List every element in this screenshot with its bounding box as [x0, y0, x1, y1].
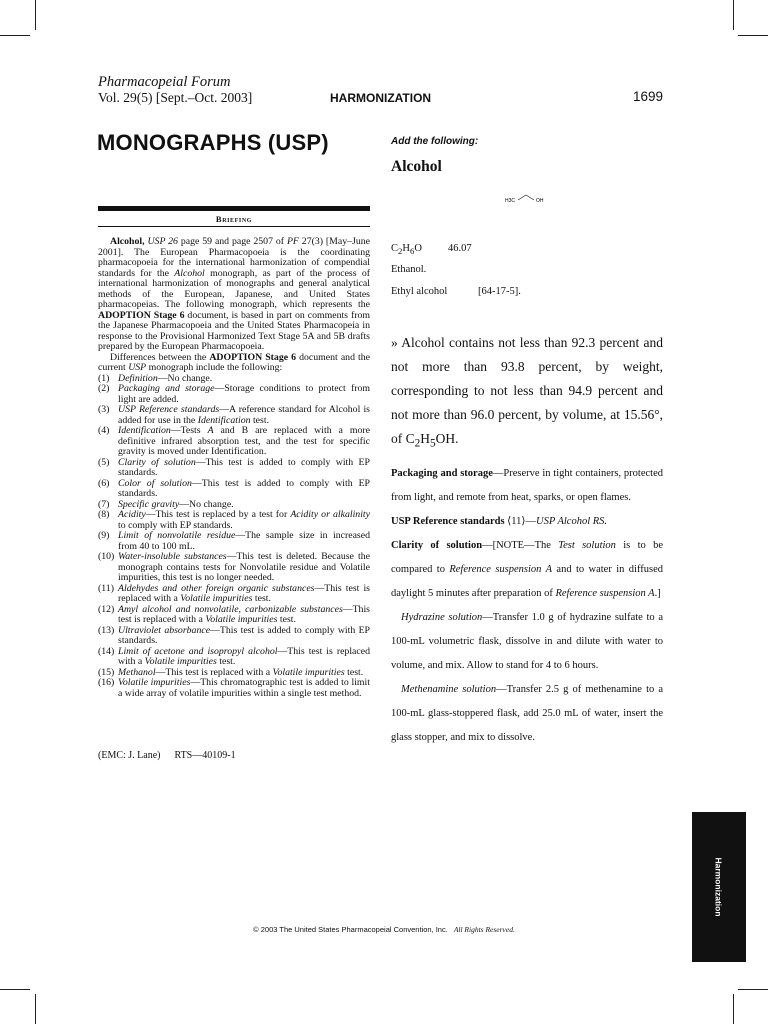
list-item-number: (10)	[98, 551, 115, 562]
list-item-text: Color of solution—This test is added to comply with EP standards.	[118, 477, 370, 499]
structure-right-label: OH	[536, 198, 544, 204]
list-item-text: USP Reference standards—A reference standard for Alcohol is added for use in the Identification test.	[118, 404, 370, 426]
list-item-number: (4)	[98, 425, 110, 436]
list-item-number: (9)	[98, 530, 110, 541]
add-following-label: Add the following:	[391, 136, 479, 147]
monograph-body	[391, 331, 663, 750]
list-item-number: (16)	[98, 677, 115, 688]
list-item-text: Methanol—This test is replaced with a Volatile impurities test.	[118, 666, 364, 678]
list-item-number: (2)	[98, 383, 110, 394]
differences-list	[98, 374, 370, 700]
list-item-number: (7)	[98, 498, 110, 510]
packaging-paragraph: Packaging and storage—Preserve in tight containers, protected from light, and remote from heat, sparks, or open flames.	[391, 467, 663, 503]
list-item	[98, 584, 370, 605]
list-item-text: Packaging and storage—Storage conditions to protect from light are added.	[118, 383, 370, 405]
synonym-ethanol: Ethanol.	[391, 264, 427, 275]
reference-standards-paragraph: USP Reference standards ⟨11⟩—USP Alcohol RS.	[391, 515, 608, 527]
list-item-text: Water-insoluble substances—This test is deleted. Because the monograph contains tests for Nonvolatile residue and Volatile impurities, this test is no longer needed.	[118, 551, 370, 583]
briefing-heading: Briefing	[215, 214, 253, 224]
crop-mark	[738, 989, 768, 990]
crop-mark	[0, 35, 30, 36]
list-item-text: Specific gravity—No change.	[118, 498, 234, 510]
emc-line	[98, 750, 236, 761]
crop-mark	[35, 0, 36, 30]
section-heading: HARMONIZATION	[330, 91, 432, 105]
briefing-intro: Alcohol, USP 26 page 59 and page 2507 of PF 27(3) [May–June 2001]. The European Pharmacopoeia is the coordinating pharmacopoeia for the international harmonization of compendial standards for the Alcohol monograph, as part of the process of international harmonization of monographs and general analytical methods of the European, Japanese, and United States pharmacopeias. The following monograph, which represents the ADOPTION Stage 6 document, is based in part on comments from the Japanese Pharmacopoeia and the United States Pharmacopeia in response to the Provisional Harmonized Text Stage 5A and 5B drafts prepared by the European Pharmacopoeia.	[98, 236, 370, 352]
side-tab-label: Harmonization	[714, 857, 724, 917]
footer	[0, 925, 768, 934]
list-item	[98, 426, 370, 458]
list-item-text: Limit of acetone and isopropyl alcohol—This test is replaced with a Volatile impurities test.	[118, 645, 370, 667]
list-item-number: (1)	[98, 372, 110, 384]
briefing-differences: Differences between the ADOPTION Stage 6 document and the current USP monograph include the following:	[98, 351, 371, 373]
list-item	[98, 405, 370, 426]
list-item	[98, 510, 370, 531]
list-item	[98, 458, 370, 479]
list-item-number: (15)	[98, 666, 115, 678]
list-item	[98, 605, 370, 626]
list-item	[98, 626, 370, 647]
copyright-text: © 2003 The United States Pharmacopeial Convention, Inc.	[253, 925, 448, 934]
list-item-text: Limit of nonvolatile residue—The sample size in increased from 40 to 100 mL.	[118, 530, 370, 552]
crop-mark	[738, 35, 768, 36]
chemical-structure	[505, 191, 555, 207]
molecular-formula: $C_2H_6O$ 46.07	[391, 243, 472, 257]
list-item	[98, 531, 370, 552]
methenamine-paragraph: Methenamine solution—Transfer 2.5 g of methenamine to a 100-mL glass-stoppered flask, add 25.0 mL of water, insert the glass stopper, and mix to dissolve.	[391, 683, 664, 743]
emc-name: (EMC: J. Lane)	[98, 750, 161, 761]
rights-text: All Rights Reserved.	[453, 925, 515, 934]
list-item-number: (5)	[98, 456, 110, 468]
list-item-text: Aldehydes and other foreign organic substances—This test is replaced with a Volatile impurities test.	[118, 582, 370, 604]
hydrazine-paragraph: Hydrazine solution—Transfer 1.0 g of hydrazine sulfate to a 100-mL volumetric flask, dissolve in and dilute with water to volume, and mix. Allow to stand for 4 to 6 hours.	[391, 611, 663, 671]
list-item-number: (14)	[98, 645, 115, 657]
list-item-text: Identification—Tests A and B are replaced with a more definitive infrared absorption test, and the test for specific gravity is moved under Identification.	[118, 425, 370, 457]
list-item	[98, 479, 370, 500]
crop-mark	[0, 989, 30, 990]
list-item-text: Ultraviolet absorbance—This test is added to comply with EP standards.	[118, 624, 370, 646]
cas-number: [64-17-5].	[478, 286, 521, 297]
list-item-text: Clarity of solution—This test is added to comply with EP standards.	[118, 456, 370, 478]
page-title: MONOGRAPHS (USP)	[97, 130, 329, 155]
briefing-body	[98, 237, 370, 699]
briefing-rule-thick	[98, 206, 370, 211]
list-item-text: Amyl alcohol and nonvolatile, carbonizable substances—This test is replaced with a Volatile impurities test.	[118, 603, 370, 625]
monograph-title: Alcohol	[391, 158, 442, 175]
page-number: 1699	[633, 89, 664, 104]
list-item	[98, 647, 370, 668]
rts-number: RTS—40109-1	[174, 750, 236, 761]
briefing-rule-thin	[98, 226, 370, 227]
list-item	[98, 552, 370, 584]
journal-name: Pharmacopeial Forum	[98, 74, 231, 90]
list-item-text: Definition—No change.	[118, 372, 213, 384]
list-item-number: (11)	[98, 582, 114, 594]
crop-mark	[35, 994, 36, 1024]
molecular-weight: 46.07	[448, 243, 472, 254]
clarity-paragraph: Clarity of solution—[NOTE—The Test solution is to be compared to Reference suspension A and to water in diffused daylight 5 minutes after preparation of Reference suspension A.]	[391, 539, 663, 599]
synonym-ethyl-alcohol: Ethyl alcohol [64-17-5].	[391, 286, 521, 297]
list-item	[98, 384, 370, 405]
structure-left-label: H3C	[505, 198, 516, 204]
definition-paragraph: » Alcohol contains not less than 92.3 percent and not more than 93.8 percent, by weight, corresponding to not less than 94.9 percent and not more than 96.0 percent, by volume, at 15.56°, of $C_2H_5OH$.	[391, 335, 663, 450]
crop-mark	[733, 994, 734, 1024]
list-item-number: (13)	[98, 624, 115, 636]
list-item-text: Volatile impurities—This chromatographic test is added to limit a wide array of volatile impurities within a single test method.	[118, 677, 370, 699]
list-item	[98, 678, 370, 699]
crop-mark	[733, 0, 734, 30]
journal-volume: Vol. 29(5) [Sept.–Oct. 2003]	[98, 90, 253, 105]
list-item-text: Acidity—This test is replaced by a test for Acidity or alkalinity to comply with EP standards.	[118, 509, 371, 531]
list-item-number: (6)	[98, 477, 110, 489]
list-item-number: (8)	[98, 509, 110, 520]
list-item-number: (12)	[98, 603, 115, 615]
list-item-number: (3)	[98, 404, 110, 415]
section-side-tab	[692, 812, 746, 962]
